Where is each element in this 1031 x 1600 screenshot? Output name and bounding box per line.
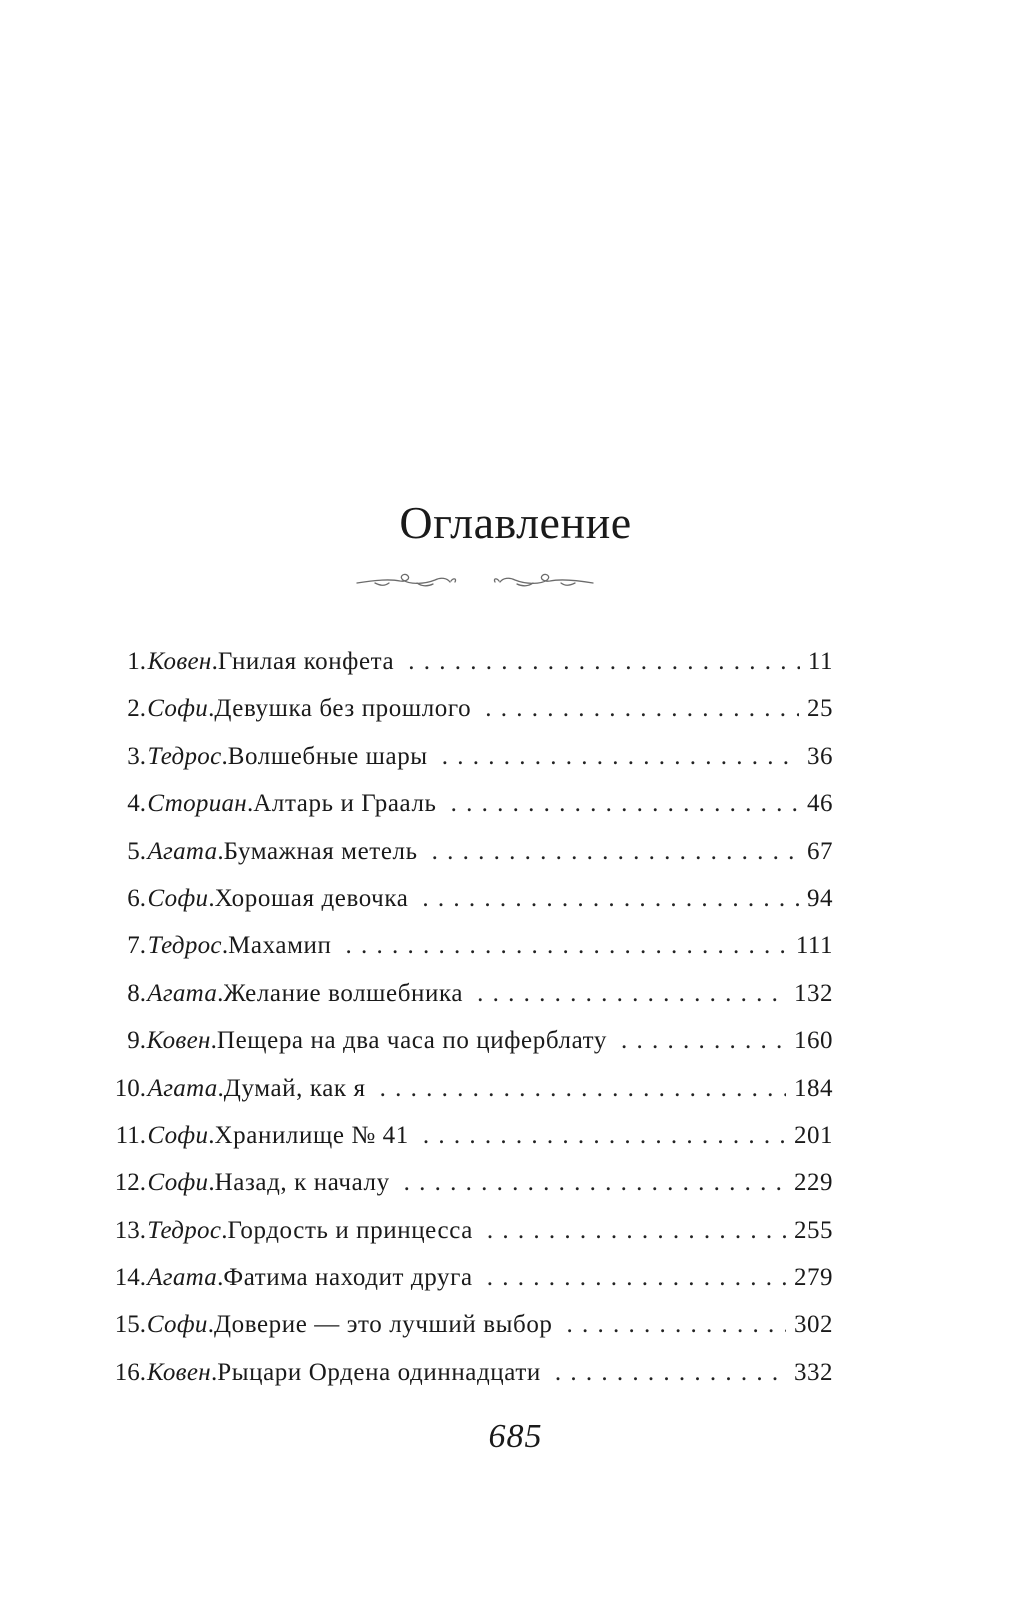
toc-entry-separator: . [208, 1121, 215, 1149]
toc-entry [100, 733, 833, 780]
dot-leader [621, 1017, 786, 1064]
toc-entry-page: 46 [807, 790, 833, 818]
toc-entry-title: Волшебные шары [227, 742, 428, 770]
toc-entry-number: 12. [114, 1169, 146, 1197]
toc-entry-title: Бумажная метель [223, 837, 418, 865]
toc-entry-number: 6. [127, 884, 146, 912]
toc-entry-page: 255 [794, 1216, 833, 1244]
toc-entry-title: Гордость и принцесса [227, 1216, 473, 1244]
toc-entry-number: 16. [114, 1358, 146, 1386]
toc-entry-character: Софи [147, 884, 209, 912]
toc-entry-number: 5. [127, 837, 146, 865]
toc-entry-separator: . [217, 1264, 224, 1292]
toc-entry-page: 11 [807, 648, 833, 675]
toc-entry-page: 36 [807, 742, 833, 770]
dot-leader [442, 733, 799, 780]
toc-entry-title: Рыцари Ордена одиннадцати [217, 1358, 541, 1386]
toc-entry-page: 279 [794, 1264, 833, 1292]
toc-entry-character: Агата [147, 1264, 218, 1292]
toc-entry-character: Ковен [147, 648, 212, 675]
toc-entry [100, 922, 833, 969]
toc-entry-number: 15. [114, 1311, 146, 1339]
toc-entry-title: Пещера на два часа по циферблату [216, 1027, 607, 1055]
dot-leader [487, 1207, 786, 1254]
toc-entry-number: 8. [127, 979, 146, 1007]
toc-entry [100, 1159, 833, 1206]
toc-entry-number: 11. [115, 1121, 146, 1149]
dot-leader [345, 922, 787, 969]
toc-entry-character: Сториан [147, 790, 247, 818]
toc-entry-title: Махамип [228, 932, 332, 960]
toc-entry-number: 2. [127, 695, 146, 723]
toc-entry [100, 685, 833, 732]
toc-entry [100, 1349, 833, 1396]
toc-entry-number: 9. [127, 1027, 146, 1055]
toc-entry-separator: . [207, 1311, 214, 1339]
toc-entry [100, 1112, 833, 1159]
toc-entry-character: Ковен [146, 1027, 211, 1055]
toc-entry-page: 132 [794, 979, 833, 1007]
toc-entry-separator: . [221, 932, 229, 960]
toc-entry-separator: . [208, 884, 215, 912]
toc-entry-title: Доверие — это лучший выбор [213, 1311, 553, 1339]
toc-entry-number: 1. [127, 648, 146, 675]
toc-entry [100, 1207, 833, 1254]
toc-entry-title: Алтарь и Грааль [253, 790, 437, 818]
toc-entry-separator: . [217, 1074, 224, 1102]
dot-leader [422, 875, 799, 922]
toc-entry-character: Софи [147, 1169, 209, 1197]
toc-entry [100, 1254, 833, 1301]
toc-entry-title: Желание волшебника [223, 979, 464, 1007]
toc-entry-character: Тедрос [147, 742, 222, 770]
toc-entry-separator: . [208, 695, 215, 723]
toc-entry [100, 1065, 833, 1112]
toc-entry-number: 7. [127, 932, 146, 960]
toc-entry-separator: . [221, 742, 228, 770]
dot-leader [477, 970, 786, 1017]
toc-entry-page: 25 [807, 695, 833, 723]
toc-entry-page: 67 [807, 837, 833, 865]
toc-entry-separator: . [210, 1358, 218, 1386]
toc-entry-separator: . [211, 648, 218, 675]
flourish-divider-icon [355, 566, 595, 596]
toc-entry-separator: . [221, 1216, 228, 1244]
toc-entry-character: Софи [147, 1121, 209, 1149]
toc-entry-character: Агата [147, 1074, 218, 1102]
toc-entry-title: Хорошая девочка [214, 884, 409, 912]
dot-leader [432, 828, 799, 875]
toc-entry [100, 828, 833, 875]
table-of-contents [100, 638, 833, 1396]
dot-leader [408, 638, 800, 685]
toc-entry-page: 302 [794, 1311, 833, 1339]
toc-entry-page: 332 [794, 1358, 833, 1386]
toc-entry-character: Тедрос [147, 932, 222, 960]
toc-entry-number: 14. [114, 1264, 146, 1292]
toc-entry-character: Ковен [146, 1358, 211, 1386]
toc-entry-page: 94 [807, 884, 833, 912]
toc-entry-character: Тедрос [147, 1216, 222, 1244]
toc-entry-page: 184 [794, 1074, 833, 1102]
toc-entry-page: 160 [794, 1027, 833, 1055]
page-number: 685 [488, 1418, 543, 1455]
toc-entry [100, 1017, 833, 1064]
toc-entry-title: Хранилище № 41 [214, 1121, 409, 1149]
dot-leader [404, 1159, 786, 1206]
toc-entry-title: Назад, к началу [214, 1169, 390, 1197]
page-title: Оглавление [399, 497, 632, 548]
toc-entry-number: 4. [127, 790, 146, 818]
toc-entry-page: 111 [795, 932, 833, 960]
toc-entry [100, 1301, 833, 1348]
dot-leader [451, 780, 799, 827]
dot-leader [487, 1254, 786, 1301]
dot-leader [380, 1065, 786, 1112]
toc-entry [100, 875, 833, 922]
toc-entry-character: Софи [146, 1311, 208, 1339]
dot-leader [423, 1112, 786, 1159]
dot-leader [485, 685, 799, 732]
toc-entry-character: Агата [147, 837, 218, 865]
toc-entry-number: 10. [114, 1074, 146, 1102]
toc-entry-title: Гнилая конфета [217, 648, 395, 675]
toc-entry-character: Софи [147, 695, 209, 723]
toc-entry-separator: . [217, 837, 224, 865]
dot-leader [555, 1349, 786, 1396]
toc-entry-number: 13. [114, 1216, 146, 1244]
toc-entry-separator: . [217, 979, 224, 1007]
toc-entry-character: Агата [147, 979, 218, 1007]
toc-entry-separator: . [208, 1169, 215, 1197]
toc-entry-number: 3. [127, 742, 146, 770]
dot-leader [567, 1301, 786, 1348]
toc-entry-title: Фатима находит друга [223, 1264, 473, 1292]
toc-entry-page: 229 [794, 1169, 833, 1197]
toc-entry [100, 638, 833, 685]
toc-entry-page: 201 [794, 1121, 833, 1149]
toc-entry-separator: . [210, 1027, 217, 1055]
toc-entry-separator: . [247, 790, 254, 818]
toc-entry-title: Думай, как я [223, 1074, 366, 1102]
toc-entry [100, 780, 833, 827]
toc-entry [100, 970, 833, 1017]
toc-entry-title: Девушка без прошлого [214, 695, 472, 723]
